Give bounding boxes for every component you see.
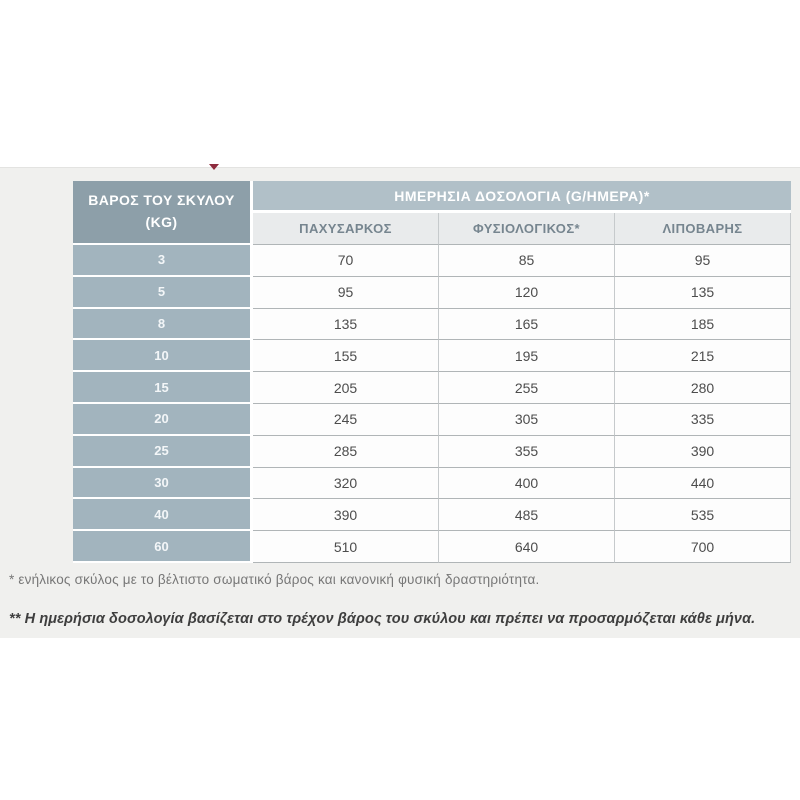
dosage-value-cell: 640 — [439, 531, 615, 563]
dosage-value-cell: 215 — [615, 340, 791, 372]
weight-label: 40 — [73, 499, 253, 531]
table-row — [73, 277, 791, 309]
dosage-value-cell: 400 — [439, 468, 615, 500]
dosage-value-cell: 535 — [615, 499, 791, 531]
content-band — [0, 167, 800, 638]
table-row — [73, 245, 791, 277]
table-row — [73, 404, 791, 436]
table-row — [73, 468, 791, 500]
dosage-value-cell: 280 — [615, 372, 791, 404]
dosage-value-cell: 255 — [439, 372, 615, 404]
table-row — [73, 340, 791, 372]
dosage-value-cell: 165 — [439, 309, 615, 341]
dosage-value-cell: 355 — [439, 436, 615, 468]
weight-label: 60 — [73, 531, 253, 563]
dosage-value-cell: 485 — [439, 499, 615, 531]
dosage-value-cell: 95 — [253, 277, 439, 309]
weight-label: 25 — [73, 436, 253, 468]
dosage-value-cell: 440 — [615, 468, 791, 500]
weight-column-header-line1: ΒΑΡΟΣ ΤΟΥ ΣΚΥΛΟΥ — [88, 192, 235, 209]
column-header-3: ΛΙΠΟΒΑΡΗΣ — [615, 213, 791, 245]
dosage-value-cell: 390 — [615, 436, 791, 468]
weight-label: 20 — [73, 404, 253, 436]
dosage-value-cell: 135 — [615, 277, 791, 309]
weight-label: 5 — [73, 277, 253, 309]
active-tab-pointer-icon — [209, 164, 219, 170]
weight-column-header-line2: (KG) — [145, 214, 178, 230]
weight-column-header — [73, 181, 253, 245]
dosage-value-cell: 85 — [439, 245, 615, 277]
header-row-main — [73, 181, 791, 213]
dosage-value-cell: 185 — [615, 309, 791, 341]
column-header-1: ΠΑΧΥΣΑΡΚΟΣ — [253, 213, 439, 245]
table-row — [73, 499, 791, 531]
table-row — [73, 372, 791, 404]
dosage-value-cell: 510 — [253, 531, 439, 563]
dosage-value-cell: 305 — [439, 404, 615, 436]
table-row — [73, 531, 791, 563]
table-row — [73, 309, 791, 341]
weight-label: 3 — [73, 245, 253, 277]
dosage-value-cell: 120 — [439, 277, 615, 309]
footnote-one: * ενήλικος σκύλος με το βέλτιστο σωματικό βάρος και κανονική φυσική δραστηριότητα. — [9, 572, 540, 587]
weight-label: 10 — [73, 340, 253, 372]
dosage-value-cell: 390 — [253, 499, 439, 531]
dosage-value-cell: 700 — [615, 531, 791, 563]
dosage-value-cell: 320 — [253, 468, 439, 500]
weight-label: 30 — [73, 468, 253, 500]
dosage-value-cell: 155 — [253, 340, 439, 372]
dosage-value-cell: 195 — [439, 340, 615, 372]
dosage-value-cell: 245 — [253, 404, 439, 436]
weight-label: 8 — [73, 309, 253, 341]
weight-label: 15 — [73, 372, 253, 404]
dosage-value-cell: 205 — [253, 372, 439, 404]
main-header: ΗΜΕΡΗΣΙΑ ΔΟΣΟΛΟΓΙΑ (G/ΗΜΕΡΑ)* — [253, 181, 791, 213]
dosage-value-cell: 95 — [615, 245, 791, 277]
dosage-value-cell: 70 — [253, 245, 439, 277]
column-header-2: ΦΥΣΙΟΛΟΓΙΚΟΣ* — [439, 213, 615, 245]
dosage-value-cell: 135 — [253, 309, 439, 341]
footnote-two: ** Η ημερήσια δοσολογία βασίζεται στο τρέχον βάρος του σκύλου και πρέπει να προσαρμόζεται κάθε μήνα. — [9, 611, 756, 627]
dosage-value-cell: 335 — [615, 404, 791, 436]
dosage-table — [73, 181, 791, 563]
dosage-value-cell: 285 — [253, 436, 439, 468]
table-row — [73, 436, 791, 468]
